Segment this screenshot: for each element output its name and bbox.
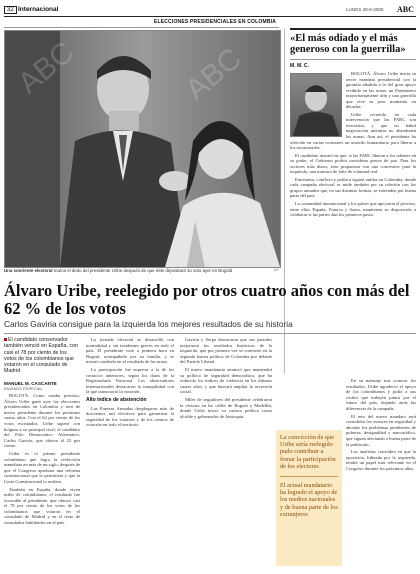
sidebar-paragraph: El candidato insistió en que, si las FARC liberan a los rehenes en su poder, el Gobierno podría considerar gestos de paz. Para los sectores más duros, esas propuestas son una concesión; para la izquierda, una muestra de falta de voluntad real. (290, 152, 416, 175)
lead-body: El candidato conservador también venció en España, con casi el 78 por ciento de los votos de los colombianos que votaron en el consulado de Madrid (4, 337, 78, 375)
article-column-4 (346, 378, 416, 569)
sidebar-paragraph: La comunidad internacional y los países que apoyaron el proceso, entre ellos España, Francia y Suiza, mantienen su disposición a colaborar si las partes dan los primeros pasos. (290, 201, 416, 218)
pull-quote-1: La convicción de que Uribe sería reelegido pudo contribuir a frenar la participación de los electores (280, 434, 336, 470)
pull-quote-box (276, 430, 342, 566)
headline: Álvaro Uribe, reelegido por otros cuatro años con más del 62 % de los votos (4, 281, 410, 318)
sidebar-photo (290, 73, 342, 137)
byline: MANUEL M. CASCANTE (4, 380, 57, 386)
photo-illustration (5, 31, 280, 267)
header-rule (4, 16, 416, 17)
pull-quote-2: El actual mandatario ha logrado el apoyo de los medios nacionales y de buena parte de los extranjeros (280, 482, 338, 518)
sidebar-portrait (291, 74, 341, 136)
article-column-3 (180, 337, 272, 569)
byline-role: ENVIADO ESPECIAL (4, 385, 43, 391)
article-paragraph: La participación fue superior a la de los comicios anteriores, según los datos de la Registraduría Nacional. Los observadores internacionales destacaron la tranquilidad con la que transcurrió la votación. (86, 366, 174, 395)
page-number: 32 (4, 6, 17, 14)
article-paragraph: El nuevo mandatario anunció que mantendrá su política de seguridad democrática, que ha reducido los índices de violencia en los últimos cuatro años, y que buscará ampliar la inversión social. (180, 366, 272, 395)
sidebar-byline: M. M. C. (290, 63, 309, 69)
main-photo (4, 30, 281, 268)
lead-block (4, 337, 80, 393)
subhead: Carlos Gaviria consigue para la izquierda los mejores resultados de su historia (4, 319, 293, 329)
sidebar-top-rule (290, 28, 416, 30)
article-paragraph: También en España, donde viven miles de colombianos, el resultado fue favorable al presidente, que obtuvo casi el 78 por ciento de los votos de los colombianos que votaron en el consulado de Madrid y en el resto de consulados habilitados en el país. (4, 486, 80, 526)
section-label-rule (4, 27, 279, 28)
sidebar-paragraph: BOGOTÁ. Álvaro Uribe inicia su tercer mandato presidencial con la garantía añadida a la del gran apoyo recibido en las urnas: un Parlamento mayoritariamente afín y una guerrilla que vive su peor momento en décadas. (346, 71, 416, 110)
svg-text:ABC: ABC (11, 35, 81, 101)
article-paragraph: BOGOTÁ. Como estaba previsto, Álvaro Uribe ganó ayer las elecciones presidenciales en Colombia y será de nuevo presidente durante los próximos cuatro años. Con el 62 por ciento de los votos escrutados, Uribe superó con holgura a su principal rival, el candidato del Polo Democrático Alternativo, Carlos Gaviria, que obtuvo el 22 por ciento. (4, 393, 80, 449)
article-paragraph: El reto del nuevo mandato será consolidar los avances en seguridad y abordar los problemas pendientes de pobreza, desigualdad y narcotráfico, que siguen afectando a buena parte de la población. (346, 413, 416, 447)
section-name: Internacional (18, 6, 59, 13)
article-column-2 (86, 337, 174, 569)
section-subhead: Alto índice de abstención (86, 396, 147, 403)
article-paragraph: Uribe es el primer presidente colombiano que logra la reelección inmediata en más de un siglo, después de que el Congreso aprobara una reforma constitucional que lo permitiera y que la Corte Constitucional la avalara. (4, 450, 80, 484)
article-paragraph: La jornada electoral se desarrolló con normalidad y sin incidentes graves en todo el país. El presidente votó a primera hora en Bogotá, acompañado por su familia, y se mostró confiado en el resultado de las urnas. (86, 337, 174, 365)
page-header (4, 5, 416, 15)
sidebar-paragraph: Uribe recuerda en cada intervención que las FARC son terroristas y que no habrá negociación mientras no abandonen las armas. Aun así, el presidente ha ofrecido en varias ocasiones un acuerdo humanitario para liberar a los secuestrados. (290, 111, 416, 151)
lead-bullet-icon (4, 338, 7, 341)
article-paragraph: Las Fuerzas Armadas desplegaron más de doscientos mil efectivos para garantizar la seguridad de los votantes y de los centros de votación en todo el territorio. (86, 405, 174, 428)
pull-quote-divider (280, 476, 338, 477)
photo-credit: AP (273, 268, 279, 272)
lead-text (4, 337, 80, 375)
article-paragraph: En su mensaje tras conocer los resultados, Uribe agradeció el apoyo de los colombianos y pidió a sus rivales que trabajen juntos por el futuro del país, dejando atrás las diferencias de la campaña. (346, 378, 416, 411)
sidebar-quote-rule (290, 59, 416, 60)
photo-caption (4, 268, 279, 273)
section-label: ELECCIONES PRESIDENCIALES EN COLOMBIA (153, 19, 277, 25)
caption-text: marca el dedo del presidente Uribe después de que éste depositara su voto ayer en Bogotá (53, 268, 233, 273)
article-paragraph: Gaviria y Serpa destacaron que sus partidos mejoraron los resultados históricos de la izquierda, que por primera vez se convierte en la segunda fuerza política de Colombia por delante del Partido Liberal. (180, 337, 272, 365)
sidebar-quote: «El más odiado y el más generoso con la guerrilla» (290, 33, 406, 55)
sidebar-paragraph: Entretanto, conflicto y política siguen unidos en Colombia, donde cada campaña electoral se mide también por su relación con los grupos armados que, en sus distintas formas, se extienden por buena parte del país. (290, 176, 416, 199)
article-column-1 (4, 393, 80, 569)
article-paragraph: Miles de seguidores del presidente celebraron la victoria en las calles de Bogotá y Medellín, donde Uribe inició su carrera política como alcalde y gobernador de Antioquia. (180, 396, 272, 419)
body-rule (4, 333, 416, 334)
header-date: LUNES 29-5-2006 (346, 7, 384, 12)
masthead-logo: ABC (397, 5, 414, 14)
svg-text:ABC: ABC (179, 41, 248, 107)
article-paragraph: Los analistas coinciden en que la oposición, liderada por la izquierda, tendrá un papel más relevante en el Congreso durante los próximos años. (346, 449, 416, 471)
caption-bold: Una sonriente electoral (4, 268, 53, 273)
